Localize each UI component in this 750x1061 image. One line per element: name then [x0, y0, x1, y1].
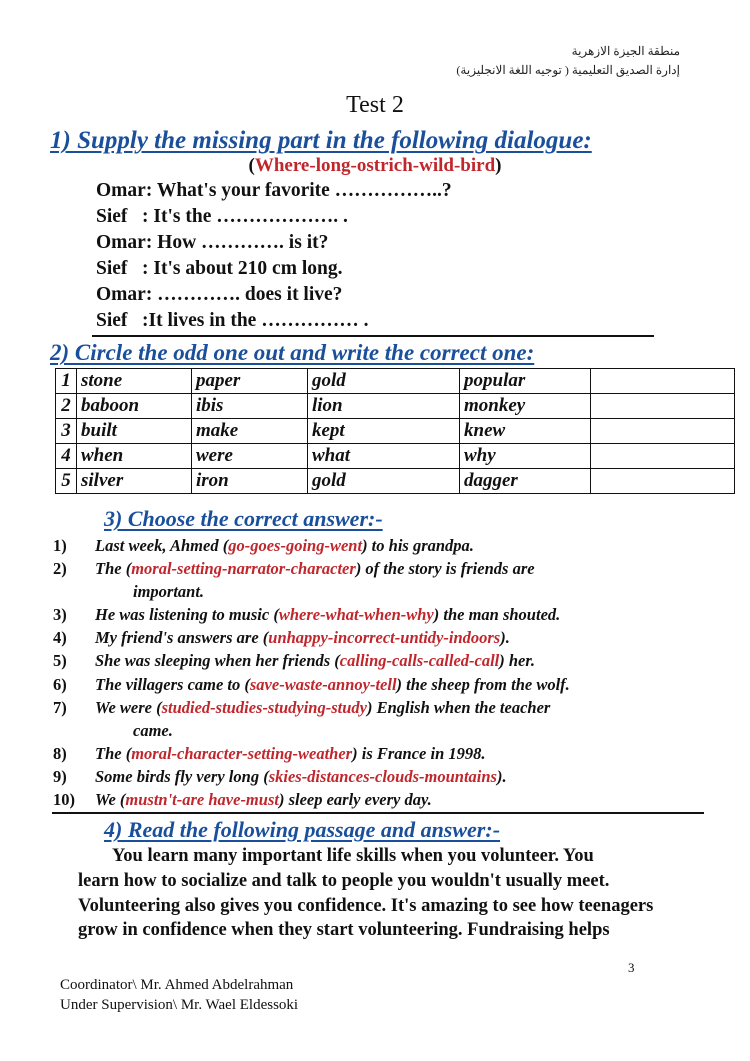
answer-options[interactable]: go-goes-going-went	[228, 536, 363, 555]
dialogue-line: Omar: What's your favorite ……………..?	[96, 180, 452, 201]
question-text: ) to his grandpa.	[362, 536, 474, 555]
answer-cell[interactable]	[591, 394, 735, 419]
dialogue-line: Sief : It's the ………………. .	[96, 206, 348, 227]
divider	[92, 335, 654, 337]
word-cell: dagger	[460, 469, 591, 494]
question-number: 10)	[53, 790, 75, 809]
row-number: 3	[56, 419, 77, 444]
question-text: ) English when the teacher	[366, 698, 551, 717]
answer-options[interactable]: where-what-when-why	[278, 605, 434, 624]
question-number: 3)	[53, 605, 67, 624]
row-number: 5	[56, 469, 77, 494]
word-cell: built	[77, 419, 192, 444]
question-item	[53, 698, 551, 718]
answer-cell[interactable]	[591, 419, 735, 444]
answer-options[interactable]: calling-calls-called-call	[339, 651, 500, 670]
question-text: ) sleep early every day.	[278, 790, 432, 809]
question-item	[53, 651, 536, 671]
passage-line: Volunteering also gives you confidence. It's amazing to see how teenagers	[78, 896, 654, 916]
word-cell: make	[192, 419, 308, 444]
word-cell: paper	[192, 369, 308, 394]
answer-options[interactable]: moral-character-setting-weather	[131, 744, 353, 763]
question-number: 7)	[53, 698, 67, 717]
question-text: We (	[95, 790, 126, 809]
question-number: 5)	[53, 651, 67, 670]
page-number: 3	[628, 960, 635, 975]
word-cell: popular	[460, 369, 591, 394]
question-item	[53, 744, 486, 764]
word-cell: kept	[308, 419, 460, 444]
section1-title: 1) Supply the missing part in the following dialogue:	[50, 127, 592, 154]
question-continuation: came.	[133, 721, 173, 740]
word-cell: gold	[308, 469, 460, 494]
answer-cell[interactable]	[591, 469, 735, 494]
question-text: My friend's answers are (	[95, 628, 269, 647]
word-cell: were	[192, 444, 308, 469]
divider	[52, 812, 704, 814]
question-text: Some birds fly very long (	[95, 767, 269, 786]
row-number: 4	[56, 444, 77, 469]
question-number: 8)	[53, 744, 67, 763]
question-text: The (	[95, 744, 132, 763]
question-item	[53, 536, 474, 556]
question-number: 9)	[53, 767, 67, 786]
question-number: 4)	[53, 628, 67, 647]
table-row	[56, 394, 735, 419]
question-text: ) her.	[499, 651, 536, 670]
passage-line: learn how to socialize and talk to people you wouldn't usually meet.	[78, 871, 610, 891]
question-text: ).	[496, 767, 507, 786]
table-row	[56, 369, 735, 394]
odd-one-out-table	[55, 368, 735, 494]
question-item	[53, 605, 561, 625]
question-text: She was sleeping when her friends (	[95, 651, 340, 670]
word-cell: silver	[77, 469, 192, 494]
row-number: 2	[56, 394, 77, 419]
answer-cell[interactable]	[591, 369, 735, 394]
question-text: The villagers came to (	[95, 675, 250, 694]
answer-options[interactable]: mustn't-are have-must	[125, 790, 279, 809]
table-row	[56, 444, 735, 469]
row-number: 1	[56, 369, 77, 394]
question-text: We were (	[95, 698, 162, 717]
answer-cell[interactable]	[591, 444, 735, 469]
table-row	[56, 419, 735, 444]
word-cell: knew	[460, 419, 591, 444]
section4-title: 4) Read the following passage and answer:-	[104, 817, 501, 842]
question-number: 6)	[53, 675, 67, 694]
answer-options[interactable]: moral-setting-narrator-character	[131, 559, 356, 578]
word-bank-words: Where-long-ostrich-wild-bird	[254, 155, 496, 176]
question-text: ) is France in 1998.	[352, 744, 486, 763]
header-department-line: إدارة الصديق التعليمية ( توجيه اللغة الانجليزية)	[456, 63, 680, 77]
word-cell: iron	[192, 469, 308, 494]
passage-line: You learn many important life skills when you volunteer. You	[112, 846, 594, 866]
question-number: 1)	[53, 536, 67, 555]
question-item	[53, 675, 570, 695]
answer-options[interactable]: studied-studies-studying-study	[161, 698, 367, 717]
question-text: ).	[500, 628, 510, 647]
word-cell: lion	[308, 394, 460, 419]
word-cell: why	[460, 444, 591, 469]
question-number: 2)	[53, 559, 67, 578]
dialogue-line: Omar: How …………. is it?	[96, 232, 329, 253]
question-text: Last week, Ahmed (	[95, 536, 229, 555]
passage-line: grow in confidence when they start volunteering. Fundraising helps	[78, 920, 610, 940]
dialogue-line: Omar: …………. does it live?	[96, 284, 343, 305]
word-cell: baboon	[77, 394, 192, 419]
dialogue-line: Sief :It lives in the …………… .	[96, 310, 369, 331]
word-cell: what	[308, 444, 460, 469]
answer-options[interactable]: skies-distances-clouds-mountains	[268, 767, 497, 786]
question-item	[53, 559, 535, 579]
question-item	[53, 628, 510, 648]
word-bank: (Where-long-ostrich-wild-bird)	[248, 155, 502, 176]
answer-options[interactable]: save-waste-annoy-tell	[249, 675, 397, 694]
table-row	[56, 469, 735, 494]
header-region-line: منطقة الجيزة الازهرية	[571, 44, 680, 58]
page-title: Test 2	[346, 92, 404, 118]
question-item	[53, 790, 432, 810]
footer-supervision: Under Supervision\ Mr. Wael Eldessoki	[60, 997, 299, 1013]
answer-options[interactable]: unhappy-incorrect-untidy-indoors	[268, 628, 501, 647]
word-cell: when	[77, 444, 192, 469]
footer-coordinator: Coordinator\ Mr. Ahmed Abdelrahman	[60, 977, 294, 993]
question-text: ) the man shouted.	[433, 605, 561, 624]
word-cell: gold	[308, 369, 460, 394]
word-cell: ibis	[192, 394, 308, 419]
question-continuation: important.	[133, 582, 205, 601]
question-text: He was listening to music (	[95, 605, 279, 624]
question-text: The (	[95, 559, 132, 578]
question-item	[53, 767, 507, 787]
question-text: ) the sheep from the wolf.	[396, 675, 570, 694]
word-cell: stone	[77, 369, 192, 394]
question-text: ) of the story is friends are	[355, 559, 535, 578]
dialogue-line: Sief : It's about 210 cm long.	[96, 258, 343, 279]
section2-title: 2) Circle the odd one out and write the correct one:	[50, 340, 535, 365]
section3-title: 3) Choose the correct answer:-	[104, 506, 383, 531]
word-cell: monkey	[460, 394, 591, 419]
